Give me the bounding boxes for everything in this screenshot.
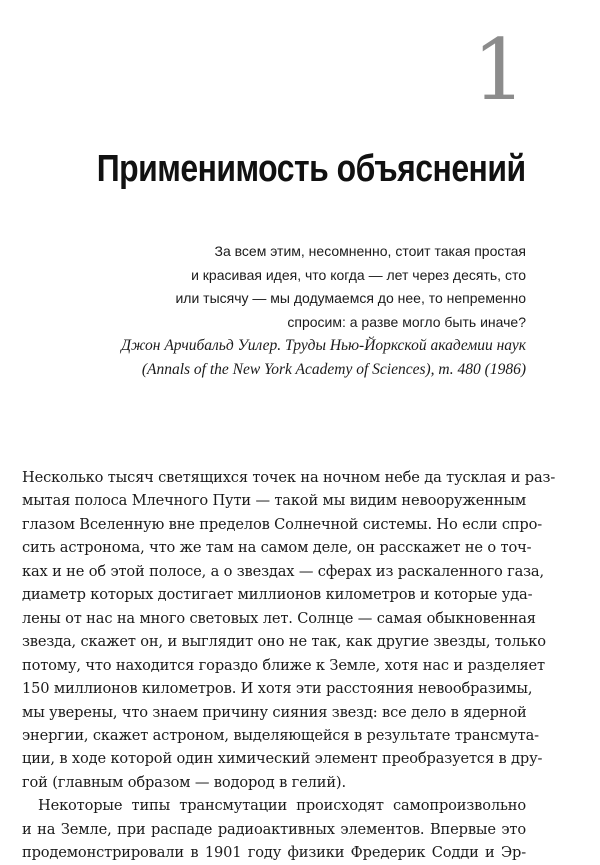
text-line: диаметр которых достигает миллионов километров и которые уда- <box>22 586 533 604</box>
text-line: глазом Вселенную вне пределов Солнечной системы. Но если спро- <box>22 515 543 533</box>
paragraph-2 <box>22 794 526 864</box>
text-line: энергии, скажет астроном, выделяющейся в результате трансмута- <box>22 726 539 744</box>
text-line: ках и не об этой полосе, а о звездах — сферах из раскаленного газа, <box>22 562 544 580</box>
text-line: Некоторые типы трансмутации происходят самопроизвольно <box>38 797 526 815</box>
text-line: лены от нас на много световых лет. Солнце — самая обыкновенная <box>22 609 536 627</box>
text-line: Несколько тысяч светящихся точек на ночном небе да тусклая и раз- <box>22 469 556 486</box>
text-line: потому, что находится гораздо ближе к Земле, хотя нас и разделяет <box>22 656 545 674</box>
text-line: продемонстрировали в 1901 году физики Фредерик Содди и Эр- <box>22 844 526 862</box>
epigraph-line: За всем этим, несомненно, стоит такая простая <box>214 243 526 259</box>
body-text <box>22 466 556 865</box>
epigraph-attribution: Джон Арчибальд Уилер. Труды Нью-Йоркской академии наук <box>121 337 526 354</box>
text-line: звезда, скажет он, и выглядит оно не так, как другие звезды, только <box>22 633 546 651</box>
text-line: гой (главным образом — водород в гелий). <box>22 773 346 791</box>
text-line: и на Земле, при распаде радиоактивных элементов. Впервые это <box>22 820 526 838</box>
chapter-title: Применимость объяснений <box>97 148 526 190</box>
epigraph-attribution: (Annals of the New York Academy of Sciences), т. 480 (1986) <box>141 360 526 378</box>
text-line: мы уверены, что знаем причину сияния звезд: все дело в ядерной <box>22 703 527 721</box>
epigraph-line: и красивая идея, что когда — лет через десять, сто <box>191 266 526 283</box>
text-line: 150 миллионов километров. И хотя эти расстояния невообразимы, <box>22 680 533 698</box>
text-line: сить астронома, что же там на самом деле, он расскажет не о точ- <box>22 539 532 557</box>
chapter-number: 1 <box>472 21 526 119</box>
paragraph-1 <box>22 466 556 794</box>
text-line: ции, в ходе которой один химический элемент преобразуется в дру- <box>22 750 543 768</box>
text-line: мытая полоса Млечного Пути — такой мы видим невооруженным <box>22 492 527 510</box>
epigraph-line: спросим: а разве могло быть иначе? <box>287 313 526 330</box>
epigraph <box>56 240 526 381</box>
epigraph-line: или тысячу — мы додумаемся до нее, то непременно <box>175 290 526 306</box>
